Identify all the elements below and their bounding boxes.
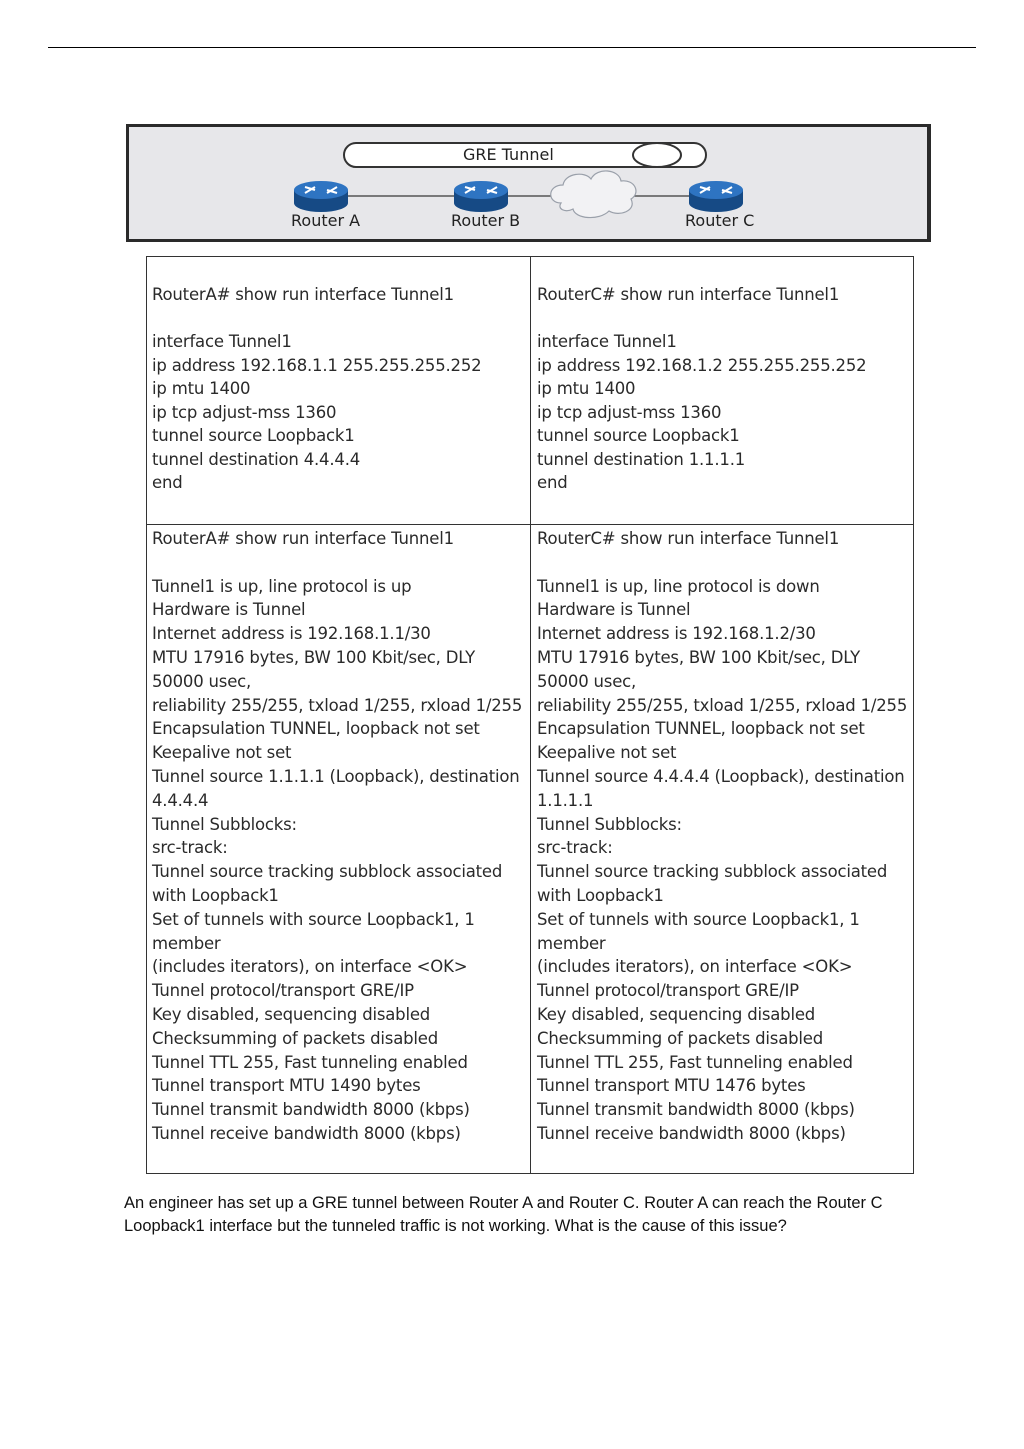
cli-line: Tunnel transmit bandwidth 8000 (kbps) <box>537 1100 855 1120</box>
cli-line: Hardware is Tunnel <box>537 600 691 620</box>
cli-line: Tunnel TTL 255, Fast tunneling enabled <box>152 1052 468 1072</box>
cli-line: tunnel destination 4.4.4.4 <box>152 449 361 469</box>
cli-line: Key disabled, sequencing disabled <box>537 1005 816 1024</box>
cli-line: Tunnel source 1.1.1.1 (Loopback), destination <box>152 767 520 786</box>
cli-line: Checksumming of packets disabled <box>152 1028 438 1048</box>
cli-line: tunnel destination 1.1.1.1 <box>537 449 746 469</box>
question-line-2: Loopback1 interface but the tunneled traffic is not working. What is the cause of this issue? <box>124 1217 787 1235</box>
cli-line: interface Tunnel1 <box>152 332 292 351</box>
cli-line: end <box>537 473 568 492</box>
cli-line: Tunnel protocol/transport GRE/IP <box>537 981 799 1001</box>
cli-line: Tunnel transmit bandwidth 8000 (kbps) <box>152 1100 470 1120</box>
cli-line: Tunnel protocol/transport GRE/IP <box>152 981 414 1001</box>
internet-cloud <box>551 171 636 218</box>
cli-line: RouterC# show run interface Tunnel1 <box>537 285 840 304</box>
question-text <box>124 1192 924 1238</box>
cli-line: member <box>152 933 221 953</box>
cli-line: Tunnel transport MTU 1490 bytes <box>152 1076 421 1096</box>
cli-line: Set of tunnels with source Loopback1, 1 <box>152 909 475 929</box>
router-b-label: Router B <box>451 211 521 230</box>
cli-line: Tunnel receive bandwidth 8000 (kbps) <box>152 1124 461 1143</box>
router-a-label: Router A <box>291 211 361 230</box>
cli-line: src-track: <box>537 838 613 858</box>
top-rule <box>48 47 976 48</box>
cli-line: (includes iterators), on interface <OK> <box>537 957 853 977</box>
network-diagram <box>126 124 931 242</box>
cli-line: interface Tunnel1 <box>537 332 677 351</box>
cli-line: Keepalive not set <box>152 743 292 763</box>
cli-line: ip address 192.168.1.2 255.255.255.252 <box>537 355 867 375</box>
cli-line: Encapsulation TUNNEL, loopback not set <box>537 719 865 739</box>
cli-line: reliability 255/255, txload 1/255, rxload 1/255 <box>152 695 523 715</box>
cli-line: Set of tunnels with source Loopback1, 1 <box>537 909 860 929</box>
cli-line: Encapsulation TUNNEL, loopback not set <box>152 719 480 739</box>
cli-line: (includes iterators), on interface <OK> <box>152 957 468 977</box>
cli-line: with Loopback1 <box>152 886 279 905</box>
cli-line: Internet address is 192.168.1.1/30 <box>152 624 431 644</box>
cli-line: 50000 usec, <box>537 671 637 691</box>
cli-line: Checksumming of packets disabled <box>537 1028 823 1048</box>
cli-line: MTU 17916 bytes, BW 100 Kbit/sec, DLY <box>537 648 860 667</box>
router-a-icon <box>294 181 348 212</box>
row-divider <box>147 524 913 525</box>
cli-line: Tunnel TTL 255, Fast tunneling enabled <box>537 1052 853 1072</box>
cli-line: Tunnel Subblocks: <box>152 814 297 834</box>
cli-line: Tunnel source tracking subblock associated <box>152 862 503 882</box>
cli-line: Hardware is Tunnel <box>152 600 306 620</box>
cli-line: Tunnel Subblocks: <box>537 814 682 834</box>
cli-line: end <box>152 473 183 492</box>
cli-line: reliability 255/255, txload 1/255, rxload 1/255 <box>537 695 908 715</box>
cli-line: with Loopback1 <box>537 886 664 905</box>
cli-line: ip tcp adjust-mss 1360 <box>152 402 337 422</box>
cli-line: 1.1.1.1 <box>537 790 594 810</box>
cli-output-table <box>146 256 914 1174</box>
cli-line: 4.4.4.4 <box>152 790 209 810</box>
question-line-1: An engineer has set up a GRE tunnel between Router A and Router C. Router A can reach the Router C <box>124 1194 883 1212</box>
cli-line: tunnel source Loopback1 <box>152 426 355 445</box>
cli-line: RouterA# show run interface Tunnel1 <box>152 529 454 548</box>
cli-line: MTU 17916 bytes, BW 100 Kbit/sec, DLY <box>152 648 475 667</box>
cli-line: tunnel source Loopback1 <box>537 426 740 445</box>
router-b-icon <box>454 181 508 212</box>
cli-line: src-track: <box>152 838 228 858</box>
cli-line: 50000 usec, <box>152 671 252 691</box>
cli-line: RouterA# show run interface Tunnel1 <box>152 285 454 304</box>
cli-line: member <box>537 933 606 953</box>
cli-line: RouterC# show run interface Tunnel1 <box>537 529 840 548</box>
cli-line: ip mtu 1400 <box>152 379 251 398</box>
gre-tunnel-label: GRE Tunnel <box>463 145 554 164</box>
cli-line: ip tcp adjust-mss 1360 <box>537 402 722 422</box>
cli-line: Tunnel receive bandwidth 8000 (kbps) <box>537 1124 846 1143</box>
cli-line: ip address 192.168.1.1 255.255.255.252 <box>152 355 482 375</box>
cli-line: Tunnel source tracking subblock associated <box>537 862 888 882</box>
cli-line: Tunnel transport MTU 1476 bytes <box>537 1076 806 1096</box>
cli-line: Tunnel1 is up, line protocol is up <box>152 576 412 596</box>
cli-line: Keepalive not set <box>537 743 677 763</box>
column-divider <box>530 257 531 1173</box>
router-c-label: Router C <box>685 211 755 230</box>
cli-line: ip mtu 1400 <box>537 379 636 398</box>
cli-line: Key disabled, sequencing disabled <box>152 1005 431 1024</box>
router-c-icon <box>689 181 743 212</box>
cli-line: Internet address is 192.168.1.2/30 <box>537 624 816 644</box>
cli-line: Tunnel1 is up, line protocol is down <box>537 576 820 596</box>
topology-graphic <box>129 127 927 239</box>
cli-line: Tunnel source 4.4.4.4 (Loopback), destination <box>537 767 905 786</box>
